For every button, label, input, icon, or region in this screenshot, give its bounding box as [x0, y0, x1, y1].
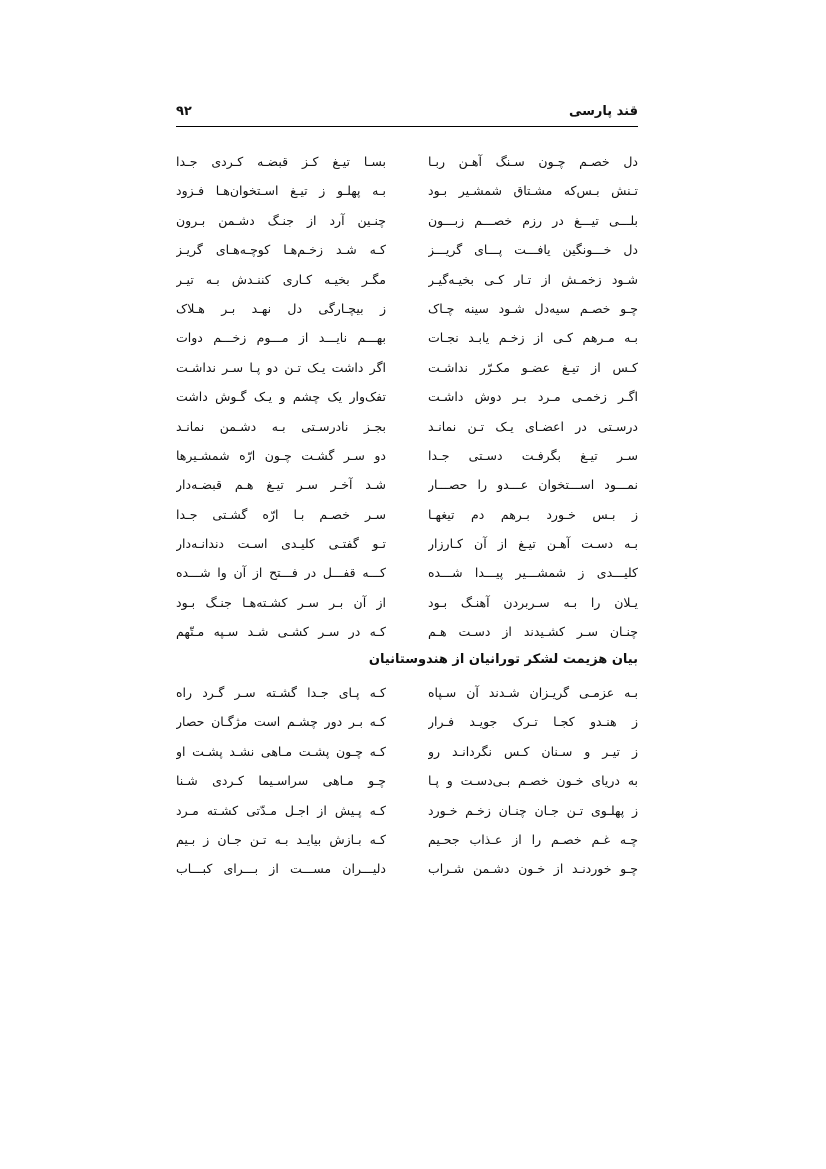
- left-hemistich: کـه بـر دور چشـم است مژگـان حصار: [176, 714, 386, 730]
- couplet: [176, 859, 638, 888]
- left-hemistich: کـــه قفـــل در فـــتح از آن وا شـــده: [176, 565, 386, 581]
- couplet: [176, 240, 638, 269]
- left-hemistich: کـه چـون پشـت مـاهی نشـد پشـت او: [176, 743, 386, 759]
- left-hemistich: چـو مـاهی سراسـیما کـردی شـنا: [176, 773, 386, 789]
- left-hemistich: کـه پـای جـدا گشـته سـر گـرد راه: [176, 685, 386, 700]
- couplet: [176, 801, 638, 830]
- left-hemistich: کـه پـیش از اجـل مـدّتی کشـته مـرد: [176, 802, 386, 818]
- right-hemistich: چـه غـم خصـم را از عـذاب جحـیم: [428, 831, 638, 847]
- right-hemistich: تـنش بـس‌که مشـتاق شمشـیر بـود: [428, 183, 638, 199]
- book-title: قند پارسی: [568, 104, 638, 119]
- right-hemistich: بـه عزمـی گریـزان شـدند آن سـپاه: [428, 685, 638, 700]
- poem-stanza-2: [176, 683, 638, 889]
- poem-stanza-1: [176, 152, 638, 652]
- right-hemistich: ز تیـر و سـنان کـس نگردانـد رو: [428, 743, 638, 759]
- left-hemistich: از آن بـر سـر کشـته‌هـا جنـگ بـود: [176, 594, 386, 610]
- left-hemistich: سـر خصـم بـا ارّه گشـتی جـدا: [176, 506, 386, 522]
- right-hemistich: یـلان را بـه سـربردن آهنـگ بـود: [428, 594, 638, 610]
- couplet: [176, 328, 638, 357]
- couplet: [176, 417, 638, 446]
- couplet: [176, 446, 638, 475]
- couplet: [176, 181, 638, 210]
- couplet: [176, 742, 638, 771]
- right-hemistich: دل خصـم چـون سـنگ آهـن ربـا: [428, 154, 638, 169]
- left-hemistich: بهـــم نایـــد از مـــوم زخـــم دوات: [176, 330, 386, 346]
- right-hemistich: چنـان سـر کشـیدند از دسـت هـم: [428, 624, 638, 640]
- couplet: [176, 712, 638, 741]
- page-header: [176, 100, 638, 127]
- left-hemistich: بـه پهلـو ز تیـغ اسـتخوان‌هـا فـزود: [176, 183, 386, 199]
- left-hemistich: کـه شـد زخـم‌هـا کوچـه‌هـای گریـز: [176, 242, 386, 258]
- couplet: [176, 475, 638, 504]
- couplet: [176, 534, 638, 563]
- right-hemistich: به دریای خـون خصـم بـی‌دسـت و پـا: [428, 773, 638, 789]
- right-hemistich: سـر تیـغ بگرفـت دسـتی جـدا: [428, 447, 638, 463]
- couplet: [176, 683, 638, 712]
- right-hemistich: بـه مـرهم کـی از زخـم یابـد نجـات: [428, 330, 638, 346]
- couplet: [176, 152, 638, 181]
- right-hemistich: نمـــود اســـتخوان عـــدو را حصـــار: [428, 477, 638, 493]
- right-hemistich: کلیـــدی ز شمشـــیر پیـــدا شـــده: [428, 565, 638, 581]
- left-hemistich: دلیـــران مســـت از بـــرای کبـــاب: [176, 861, 386, 877]
- left-hemistich: تفک‌وار یک چشم و یـک گـوش داشت: [176, 389, 386, 405]
- left-hemistich: تـو گفتـی کلیـدی اسـت دندانـه‌دار: [176, 536, 386, 552]
- left-hemistich: چنـین آرد از جنـگ دشـمن بـرون: [176, 212, 386, 228]
- couplet: [176, 505, 638, 534]
- couplet: [176, 771, 638, 800]
- left-hemistich: ز بیچـارگی دل نهـد بـر هـلاک: [176, 300, 386, 316]
- couplet: [176, 563, 638, 592]
- right-hemistich: ز هنـدو کجـا تـرک جویـد فـرار: [428, 714, 638, 730]
- left-hemistich: کـه در سـر کشـی شـد سـپه مـتّهم: [176, 624, 386, 640]
- right-hemistich: درسـتی در اعضـای یـک تـن نمانـد: [428, 418, 638, 434]
- right-hemistich: چـو خصـم سیه‌دل شـود سینه چـاک: [428, 300, 638, 316]
- page-number: ۹۲: [176, 104, 192, 119]
- left-hemistich: بجـز نادرسـتی بـه دشـمن نمانـد: [176, 418, 386, 434]
- right-hemistich: ز پهلـوی تـن جـان چنـان زخـم خـورد: [428, 802, 638, 818]
- left-hemistich: کـه بـازش بیایـد بـه تـن جـان ز بـیم: [176, 831, 386, 847]
- left-hemistich: اگر داشت یـک تـن دو پـا سـر نداشـت: [176, 359, 386, 375]
- right-hemistich: اگـر زخمـی مـرد بـر دوش داشـت: [428, 389, 638, 405]
- right-hemistich: چـو خوردنـد از خـون دشـمن شـراب: [428, 861, 638, 877]
- right-hemistich: بلـــی تیـــغ در رزم خصـــم زبـــون: [428, 212, 638, 228]
- left-hemistich: شـد آخـر سـر تیـغ هـم قبضـه‌دار: [176, 477, 386, 493]
- left-hemistich: دو سـر گشـت چـون ارّه شمشـیرها: [176, 447, 386, 463]
- couplet: [176, 299, 638, 328]
- section-heading: بیان هزیمت لشکر تورانیان از هندوستانیان: [368, 652, 638, 667]
- right-hemistich: دل خـــونگین یافـــت پـــای گریـــز: [428, 242, 638, 258]
- right-hemistich: کـس از تیـغ عضـو مکـرّر نداشـت: [428, 359, 638, 375]
- couplet: [176, 622, 638, 651]
- left-hemistich: بسـا تیـغ کـز قبضـه کـردی جـدا: [176, 154, 386, 169]
- left-hemistich: مگـر بخیـه کـاری کننـدش بـه تیـر: [176, 271, 386, 287]
- couplet: [176, 211, 638, 240]
- couplet: [176, 830, 638, 859]
- couplet: [176, 270, 638, 299]
- couplet: [176, 593, 638, 622]
- right-hemistich: ز بـس خـورد بـرهم دم تیغهـا: [428, 506, 638, 522]
- couplet: [176, 387, 638, 416]
- couplet: [176, 358, 638, 387]
- right-hemistich: بـه دسـت آهـن تیـغ از آن کـارزار: [428, 536, 638, 552]
- right-hemistich: شـود زخمـش از تـار کـی بخیـه‌گیـر: [428, 271, 638, 287]
